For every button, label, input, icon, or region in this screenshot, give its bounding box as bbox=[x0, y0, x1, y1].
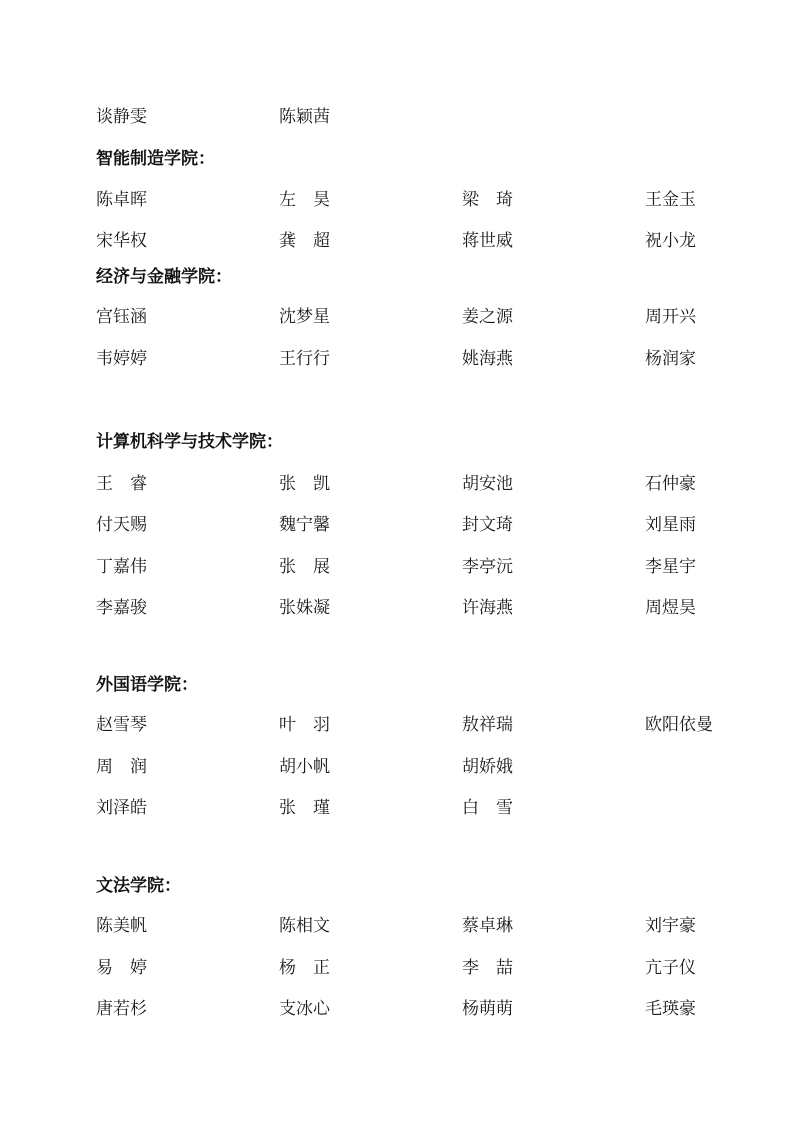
student-name: 丁嘉伟 bbox=[96, 557, 147, 577]
student-name: 蒋世威 bbox=[462, 231, 513, 251]
name-row bbox=[0, 348, 793, 370]
section-heading-computer-science: 计算机科学与技术学院： bbox=[96, 432, 283, 452]
name-row bbox=[0, 957, 793, 979]
name-row bbox=[0, 230, 793, 252]
student-name: 毛瑛豪 bbox=[645, 999, 696, 1019]
student-name: 石仲豪 bbox=[645, 474, 696, 494]
student-name: 胡安池 bbox=[462, 474, 513, 494]
student-name: 欧阳依曼 bbox=[645, 715, 713, 735]
student-name: 胡小帆 bbox=[279, 757, 330, 777]
student-name: 周煜昊 bbox=[645, 598, 696, 618]
name-row bbox=[0, 597, 793, 619]
student-name: 左 昊 bbox=[279, 190, 330, 210]
section-heading-humanities-law: 文法学院： bbox=[96, 876, 181, 896]
name-row bbox=[0, 473, 793, 495]
name-row bbox=[0, 556, 793, 578]
student-name: 李星宇 bbox=[645, 557, 696, 577]
student-name: 沈梦星 bbox=[279, 307, 330, 327]
student-name: 杨萌萌 bbox=[462, 999, 513, 1019]
name-row bbox=[0, 514, 793, 536]
student-name: 支冰心 bbox=[279, 999, 330, 1019]
student-name: 祝小龙 bbox=[645, 231, 696, 251]
student-name: 陈卓晖 bbox=[96, 190, 147, 210]
student-name: 白 雪 bbox=[462, 798, 513, 818]
student-name: 张 凯 bbox=[279, 474, 330, 494]
student-name: 胡娇娥 bbox=[462, 757, 513, 777]
student-name: 姜之源 bbox=[462, 307, 513, 327]
student-name: 宫钰涵 bbox=[96, 307, 147, 327]
student-name: 刘泽皓 bbox=[96, 798, 147, 818]
student-name: 付天赐 bbox=[96, 515, 147, 535]
student-name: 唐若杉 bbox=[96, 999, 147, 1019]
student-name: 陈颖茜 bbox=[279, 107, 330, 127]
student-name: 龚 超 bbox=[279, 231, 330, 251]
student-name: 陈相文 bbox=[279, 916, 330, 936]
student-name: 陈美帆 bbox=[96, 916, 147, 936]
student-name: 许海燕 bbox=[462, 598, 513, 618]
student-name: 封文琦 bbox=[462, 515, 513, 535]
student-name: 梁 琦 bbox=[462, 190, 513, 210]
student-name: 姚海燕 bbox=[462, 349, 513, 369]
student-name: 周开兴 bbox=[645, 307, 696, 327]
name-row bbox=[0, 106, 793, 128]
section-heading-intelligent-manufacturing: 智能制造学院： bbox=[96, 149, 215, 169]
student-name: 亢子仪 bbox=[645, 958, 696, 978]
student-name: 杨 正 bbox=[279, 958, 330, 978]
student-name: 杨润家 bbox=[645, 349, 696, 369]
name-row bbox=[0, 797, 793, 819]
student-name: 敖祥瑞 bbox=[462, 715, 513, 735]
section-heading-economics-finance: 经济与金融学院： bbox=[96, 267, 232, 287]
section-heading-foreign-languages: 外国语学院： bbox=[96, 675, 198, 695]
student-name: 蔡卓琳 bbox=[462, 916, 513, 936]
name-row bbox=[0, 998, 793, 1020]
student-name: 王 睿 bbox=[96, 474, 147, 494]
student-name: 赵雪琴 bbox=[96, 715, 147, 735]
student-name: 宋华权 bbox=[96, 231, 147, 251]
student-name: 刘星雨 bbox=[645, 515, 696, 535]
name-row bbox=[0, 756, 793, 778]
student-name: 韦婷婷 bbox=[96, 349, 147, 369]
name-row bbox=[0, 189, 793, 211]
student-name: 叶 羽 bbox=[279, 715, 330, 735]
student-name: 李亭沅 bbox=[462, 557, 513, 577]
student-name: 魏宁馨 bbox=[279, 515, 330, 535]
student-name: 刘宇豪 bbox=[645, 916, 696, 936]
student-name: 王行行 bbox=[279, 349, 330, 369]
student-name: 周 润 bbox=[96, 757, 147, 777]
student-name: 谈静雯 bbox=[96, 107, 147, 127]
student-name: 王金玉 bbox=[645, 190, 696, 210]
name-row bbox=[0, 915, 793, 937]
student-name: 张 展 bbox=[279, 557, 330, 577]
student-name: 张 瑾 bbox=[279, 798, 330, 818]
student-name: 李 喆 bbox=[462, 958, 513, 978]
name-row bbox=[0, 306, 793, 328]
name-row bbox=[0, 714, 793, 736]
student-name: 李嘉骏 bbox=[96, 598, 147, 618]
student-name: 张姝凝 bbox=[279, 598, 330, 618]
student-name: 易 婷 bbox=[96, 958, 147, 978]
